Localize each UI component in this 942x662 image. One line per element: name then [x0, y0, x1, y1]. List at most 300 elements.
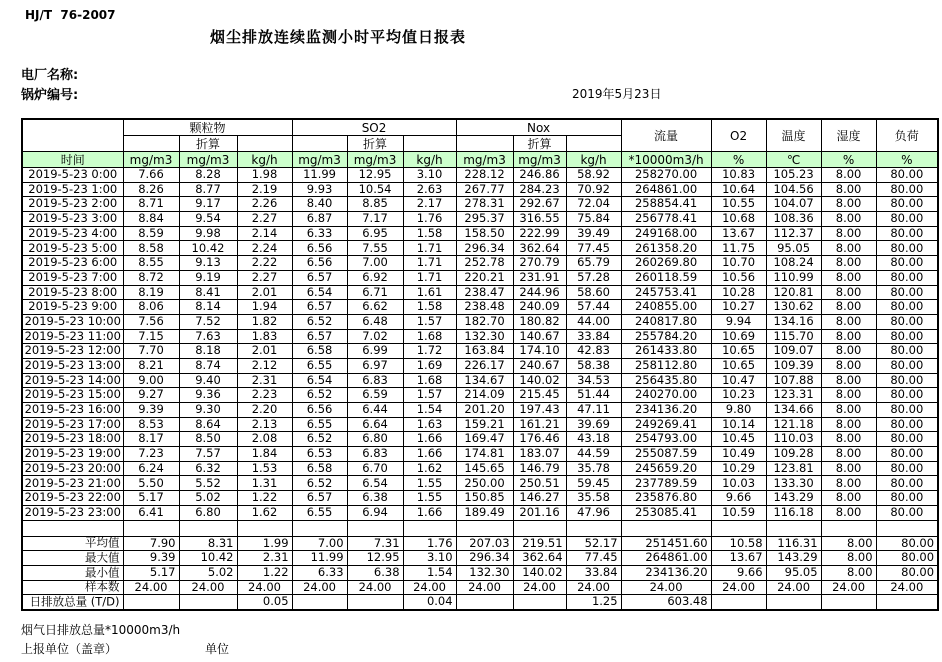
unit-label: 单位: [205, 642, 230, 656]
value-cell: 1.55: [403, 476, 456, 491]
summary-value-cell: 33.84: [566, 565, 621, 580]
value-cell: 8.00: [821, 168, 876, 183]
value-cell: 6.97: [347, 358, 403, 373]
value-cell: 10.27: [711, 300, 766, 315]
blank-cell: [403, 136, 456, 152]
value-cell: 140.67: [513, 329, 566, 344]
value-cell: 8.00: [821, 241, 876, 256]
time-cell: 2019-5-23 15:00: [22, 388, 123, 403]
unit-cell: mg/m3: [456, 152, 513, 168]
summary-value-cell: 362.64: [513, 551, 566, 566]
value-cell: 123.31: [766, 388, 821, 403]
group-header-row: [22, 119, 938, 136]
value-cell: 80.00: [876, 432, 938, 447]
value-cell: 134.67: [456, 373, 513, 388]
value-cell: 201.20: [456, 403, 513, 418]
value-cell: 245753.41: [621, 285, 711, 300]
value-cell: 80.00: [876, 403, 938, 418]
value-cell: 189.49: [456, 505, 513, 520]
time-cell: 2019-5-23 9:00: [22, 300, 123, 315]
value-cell: 10.28: [711, 285, 766, 300]
value-cell: 8.72: [123, 270, 179, 285]
value-cell: 180.82: [513, 314, 566, 329]
data-row: [22, 256, 938, 271]
value-cell: 260269.80: [621, 256, 711, 271]
summary-value-cell: 24.00: [347, 580, 403, 595]
value-cell: 226.17: [456, 358, 513, 373]
summary-row: [22, 551, 938, 566]
value-cell: 43.18: [566, 432, 621, 447]
data-row: [22, 505, 938, 520]
value-cell: 183.07: [513, 447, 566, 462]
value-cell: 2.22: [237, 256, 292, 271]
value-cell: 9.30: [179, 403, 237, 418]
value-cell: 9.27: [123, 388, 179, 403]
time-cell: 2019-5-23 10:00: [22, 314, 123, 329]
value-cell: 3.10: [403, 168, 456, 183]
value-cell: 8.28: [179, 168, 237, 183]
value-cell: 44.00: [566, 314, 621, 329]
value-cell: 1.58: [403, 226, 456, 241]
value-cell: 8.00: [821, 329, 876, 344]
value-cell: 80.00: [876, 212, 938, 227]
value-cell: 123.81: [766, 461, 821, 476]
summary-value-cell: 8.00: [821, 565, 876, 580]
summary-value-cell: 24.00: [821, 580, 876, 595]
value-cell: 362.64: [513, 241, 566, 256]
value-cell: 10.14: [711, 417, 766, 432]
value-cell: 107.88: [766, 373, 821, 388]
value-cell: 1.53: [237, 461, 292, 476]
value-cell: 238.48: [456, 300, 513, 315]
value-cell: 256435.80: [621, 373, 711, 388]
value-cell: 7.00: [347, 256, 403, 271]
value-cell: 8.26: [123, 182, 179, 197]
value-cell: 240270.00: [621, 388, 711, 403]
summary-row: [22, 580, 938, 595]
blank-cell: [456, 136, 513, 152]
data-row: [22, 270, 938, 285]
value-cell: 6.87: [292, 212, 347, 227]
value-cell: 8.00: [821, 358, 876, 373]
value-cell: 6.55: [292, 417, 347, 432]
value-cell: 6.32: [179, 461, 237, 476]
summary-value-cell: 5.17: [123, 565, 179, 580]
value-cell: 220.21: [456, 270, 513, 285]
value-cell: 80.00: [876, 300, 938, 315]
value-cell: 5.52: [179, 476, 237, 491]
value-cell: 174.10: [513, 344, 566, 359]
units-header-row: [22, 152, 938, 168]
summary-value-cell: 95.05: [766, 565, 821, 580]
table-body: [22, 168, 938, 610]
data-row: [22, 447, 938, 462]
value-cell: 12.95: [347, 168, 403, 183]
value-cell: 250.51: [513, 476, 566, 491]
value-cell: 215.45: [513, 388, 566, 403]
value-cell: 10.68: [711, 212, 766, 227]
value-cell: 104.07: [766, 197, 821, 212]
value-cell: 1.61: [403, 285, 456, 300]
value-cell: 9.13: [179, 256, 237, 271]
data-row: [22, 358, 938, 373]
value-cell: 11.99: [292, 168, 347, 183]
value-cell: 6.57: [292, 270, 347, 285]
value-cell: 8.00: [821, 417, 876, 432]
value-cell: 10.03: [711, 476, 766, 491]
value-cell: 8.00: [821, 505, 876, 520]
summary-value-cell: 24.00: [292, 580, 347, 595]
value-cell: 6.52: [292, 388, 347, 403]
value-cell: 95.05: [766, 241, 821, 256]
blank-cell: [292, 520, 347, 536]
value-cell: 109.07: [766, 344, 821, 359]
value-cell: 72.04: [566, 197, 621, 212]
value-cell: 240855.00: [621, 300, 711, 315]
value-cell: 6.94: [347, 505, 403, 520]
value-cell: 44.59: [566, 447, 621, 462]
header-humidity: 湿度: [821, 119, 876, 152]
value-cell: 11.75: [711, 241, 766, 256]
value-cell: 42.83: [566, 344, 621, 359]
data-row: [22, 314, 938, 329]
header-so2-converted: 折算: [347, 136, 403, 152]
time-cell: 2019-5-23 6:00: [22, 256, 123, 271]
value-cell: 1.71: [403, 270, 456, 285]
value-cell: 1.98: [237, 168, 292, 183]
summary-value-cell: 12.95: [347, 551, 403, 566]
value-cell: 2.31: [237, 373, 292, 388]
value-cell: 240.09: [513, 300, 566, 315]
value-cell: 51.44: [566, 388, 621, 403]
data-row: [22, 226, 938, 241]
value-cell: 2.26: [237, 197, 292, 212]
summary-value-cell: 2.31: [237, 551, 292, 566]
value-cell: 8.00: [821, 388, 876, 403]
value-cell: 8.55: [123, 256, 179, 271]
time-cell: 2019-5-23 21:00: [22, 476, 123, 491]
value-cell: 130.62: [766, 300, 821, 315]
value-cell: 57.28: [566, 270, 621, 285]
value-cell: 59.45: [566, 476, 621, 491]
value-cell: 235876.80: [621, 491, 711, 506]
summary-label: 最大值: [22, 551, 123, 566]
summary-value-cell: [876, 595, 938, 610]
value-cell: 8.19: [123, 285, 179, 300]
value-cell: 8.40: [292, 197, 347, 212]
value-cell: 134.16: [766, 314, 821, 329]
value-cell: 70.92: [566, 182, 621, 197]
value-cell: 2.12: [237, 358, 292, 373]
value-cell: 146.79: [513, 461, 566, 476]
value-cell: 6.54: [292, 285, 347, 300]
value-cell: 245659.20: [621, 461, 711, 476]
summary-value-cell: 8.00: [821, 536, 876, 551]
value-cell: 8.84: [123, 212, 179, 227]
value-cell: 110.03: [766, 432, 821, 447]
summary-value-cell: 24.00: [711, 580, 766, 595]
value-cell: 10.56: [711, 270, 766, 285]
summary-value-cell: 24.00: [237, 580, 292, 595]
summary-value-cell: 8.31: [179, 536, 237, 551]
blank-cell: [123, 136, 179, 152]
value-cell: 8.06: [123, 300, 179, 315]
summary-value-cell: [821, 595, 876, 610]
summary-value-cell: [456, 595, 513, 610]
value-cell: 8.74: [179, 358, 237, 373]
summary-label: 样本数: [22, 580, 123, 595]
data-row: [22, 491, 938, 506]
value-cell: 9.19: [179, 270, 237, 285]
value-cell: 10.29: [711, 461, 766, 476]
value-cell: 10.83: [711, 168, 766, 183]
value-cell: 8.00: [821, 373, 876, 388]
data-row: [22, 432, 938, 447]
value-cell: 6.57: [292, 329, 347, 344]
blank-cell: [876, 520, 938, 536]
value-cell: 57.44: [566, 300, 621, 315]
value-cell: 258270.00: [621, 168, 711, 183]
summary-label: 日排放总量 (T/D): [22, 595, 123, 610]
value-cell: 253085.41: [621, 505, 711, 520]
summary-value-cell: 264861.00: [621, 551, 711, 566]
summary-value-cell: 7.00: [292, 536, 347, 551]
data-row: [22, 373, 938, 388]
value-cell: 80.00: [876, 226, 938, 241]
time-header-blank: [22, 119, 123, 152]
header-nox: Nox: [456, 119, 621, 136]
value-cell: 240817.80: [621, 314, 711, 329]
value-cell: 150.85: [456, 491, 513, 506]
summary-value-cell: 13.67: [711, 551, 766, 566]
blank-cell: [766, 520, 821, 536]
value-cell: 234136.20: [621, 403, 711, 418]
value-cell: 2.24: [237, 241, 292, 256]
header-flow: 流量: [621, 119, 711, 152]
value-cell: 6.56: [292, 241, 347, 256]
value-cell: 258854.41: [621, 197, 711, 212]
value-cell: 10.54: [347, 182, 403, 197]
report-table: [21, 118, 939, 611]
value-cell: 6.70: [347, 461, 403, 476]
blank-cell: [403, 520, 456, 536]
value-cell: 13.67: [711, 226, 766, 241]
value-cell: 80.00: [876, 447, 938, 462]
value-cell: 8.00: [821, 256, 876, 271]
unit-cell: mg/m3: [347, 152, 403, 168]
time-cell: 2019-5-23 13:00: [22, 358, 123, 373]
header-time: 时间: [22, 152, 123, 168]
value-cell: 2.08: [237, 432, 292, 447]
value-cell: 256778.41: [621, 212, 711, 227]
value-cell: 201.16: [513, 505, 566, 520]
blank-cell: [123, 520, 179, 536]
unit-cell: mg/m3: [513, 152, 566, 168]
value-cell: 146.27: [513, 491, 566, 506]
header-load: 负荷: [876, 119, 938, 152]
data-row: [22, 212, 938, 227]
value-cell: 8.00: [821, 197, 876, 212]
value-cell: 2.20: [237, 403, 292, 418]
value-cell: 7.57: [179, 447, 237, 462]
value-cell: 1.66: [403, 432, 456, 447]
time-cell: 2019-5-23 7:00: [22, 270, 123, 285]
value-cell: 8.59: [123, 226, 179, 241]
value-cell: 8.00: [821, 461, 876, 476]
time-cell: 2019-5-23 1:00: [22, 182, 123, 197]
time-cell: 2019-5-23 23:00: [22, 505, 123, 520]
value-cell: 77.45: [566, 241, 621, 256]
value-cell: 6.58: [292, 344, 347, 359]
value-cell: 240.67: [513, 358, 566, 373]
unit-cell: %: [821, 152, 876, 168]
value-cell: 1.66: [403, 505, 456, 520]
value-cell: 8.00: [821, 447, 876, 462]
value-cell: 8.58: [123, 241, 179, 256]
value-cell: 6.56: [292, 403, 347, 418]
value-cell: 6.52: [292, 476, 347, 491]
value-cell: 132.30: [456, 329, 513, 344]
value-cell: 6.52: [292, 314, 347, 329]
value-cell: 6.62: [347, 300, 403, 315]
summary-row: [22, 565, 938, 580]
value-cell: 6.83: [347, 447, 403, 462]
value-cell: 6.48: [347, 314, 403, 329]
value-cell: 116.18: [766, 505, 821, 520]
value-cell: 9.39: [123, 403, 179, 418]
value-cell: 6.64: [347, 417, 403, 432]
summary-value-cell: [179, 595, 237, 610]
summary-value-cell: 207.03: [456, 536, 513, 551]
value-cell: 246.86: [513, 168, 566, 183]
summary-value-cell: 603.48: [621, 595, 711, 610]
value-cell: 35.78: [566, 461, 621, 476]
unit-cell: %: [711, 152, 766, 168]
value-cell: 9.66: [711, 491, 766, 506]
report-date: 2019年5月23日: [572, 87, 662, 101]
data-row: [22, 182, 938, 197]
blank-cell: [513, 520, 566, 536]
value-cell: 10.69: [711, 329, 766, 344]
header-so2: SO2: [292, 119, 456, 136]
header-pm: 颗粒物: [123, 119, 292, 136]
summary-value-cell: 10.58: [711, 536, 766, 551]
header-pm-converted: 折算: [179, 136, 237, 152]
value-cell: 174.81: [456, 447, 513, 462]
value-cell: 252.78: [456, 256, 513, 271]
flue-gas-total-note: 烟气日排放总量*10000m3/h: [21, 623, 181, 637]
value-cell: 9.54: [179, 212, 237, 227]
value-cell: 214.09: [456, 388, 513, 403]
time-cell: 2019-5-23 5:00: [22, 241, 123, 256]
value-cell: 140.02: [513, 373, 566, 388]
value-cell: 112.37: [766, 226, 821, 241]
value-cell: 278.31: [456, 197, 513, 212]
value-cell: 8.00: [821, 432, 876, 447]
value-cell: 8.00: [821, 403, 876, 418]
value-cell: 161.21: [513, 417, 566, 432]
value-cell: 249269.41: [621, 417, 711, 432]
summary-value-cell: 24.00: [621, 580, 711, 595]
time-cell: 2019-5-23 0:00: [22, 168, 123, 183]
value-cell: 7.15: [123, 329, 179, 344]
time-cell: 2019-5-23 17:00: [22, 417, 123, 432]
value-cell: 316.55: [513, 212, 566, 227]
value-cell: 254793.00: [621, 432, 711, 447]
summary-value-cell: [711, 595, 766, 610]
value-cell: 8.64: [179, 417, 237, 432]
blank-cell: [347, 520, 403, 536]
value-cell: 7.17: [347, 212, 403, 227]
summary-value-cell: 24.00: [179, 580, 237, 595]
boiler-no-label: 锅炉编号:: [21, 88, 79, 103]
value-cell: 80.00: [876, 491, 938, 506]
unit-cell: kg/h: [403, 152, 456, 168]
value-cell: 1.69: [403, 358, 456, 373]
value-cell: 80.00: [876, 197, 938, 212]
value-cell: 80.00: [876, 168, 938, 183]
time-cell: 2019-5-23 8:00: [22, 285, 123, 300]
summary-value-cell: 10.42: [179, 551, 237, 566]
value-cell: 1.71: [403, 256, 456, 271]
value-cell: 197.43: [513, 403, 566, 418]
value-cell: 110.99: [766, 270, 821, 285]
summary-value-cell: 143.29: [766, 551, 821, 566]
value-cell: 8.00: [821, 300, 876, 315]
blank-cell: [821, 520, 876, 536]
value-cell: 9.40: [179, 373, 237, 388]
value-cell: 255784.20: [621, 329, 711, 344]
summary-value-cell: 140.02: [513, 565, 566, 580]
value-cell: 238.47: [456, 285, 513, 300]
value-cell: 2.14: [237, 226, 292, 241]
value-cell: 244.96: [513, 285, 566, 300]
value-cell: 7.66: [123, 168, 179, 183]
value-cell: 6.95: [347, 226, 403, 241]
value-cell: 2.27: [237, 270, 292, 285]
value-cell: 163.84: [456, 344, 513, 359]
unit-cell: kg/h: [566, 152, 621, 168]
time-cell: 2019-5-23 14:00: [22, 373, 123, 388]
summary-value-cell: 80.00: [876, 565, 938, 580]
value-cell: 2.01: [237, 344, 292, 359]
data-row: [22, 461, 938, 476]
value-cell: 6.55: [292, 358, 347, 373]
summary-value-cell: 11.99: [292, 551, 347, 566]
blank-cell: [711, 520, 766, 536]
value-cell: 120.81: [766, 285, 821, 300]
value-cell: 1.55: [403, 491, 456, 506]
value-cell: 35.58: [566, 491, 621, 506]
data-row: [22, 241, 938, 256]
value-cell: 237789.59: [621, 476, 711, 491]
blank-cell: [22, 520, 123, 536]
value-cell: 121.18: [766, 417, 821, 432]
value-cell: 2.23: [237, 388, 292, 403]
value-cell: 2.63: [403, 182, 456, 197]
value-cell: 75.84: [566, 212, 621, 227]
value-cell: 6.57: [292, 491, 347, 506]
unit-cell: mg/m3: [292, 152, 347, 168]
value-cell: 8.00: [821, 226, 876, 241]
value-cell: 6.41: [123, 505, 179, 520]
summary-value-cell: 1.76: [403, 536, 456, 551]
summary-label: 平均值: [22, 536, 123, 551]
data-row: [22, 329, 938, 344]
value-cell: 1.84: [237, 447, 292, 462]
summary-row: [22, 595, 938, 610]
value-cell: 80.00: [876, 329, 938, 344]
